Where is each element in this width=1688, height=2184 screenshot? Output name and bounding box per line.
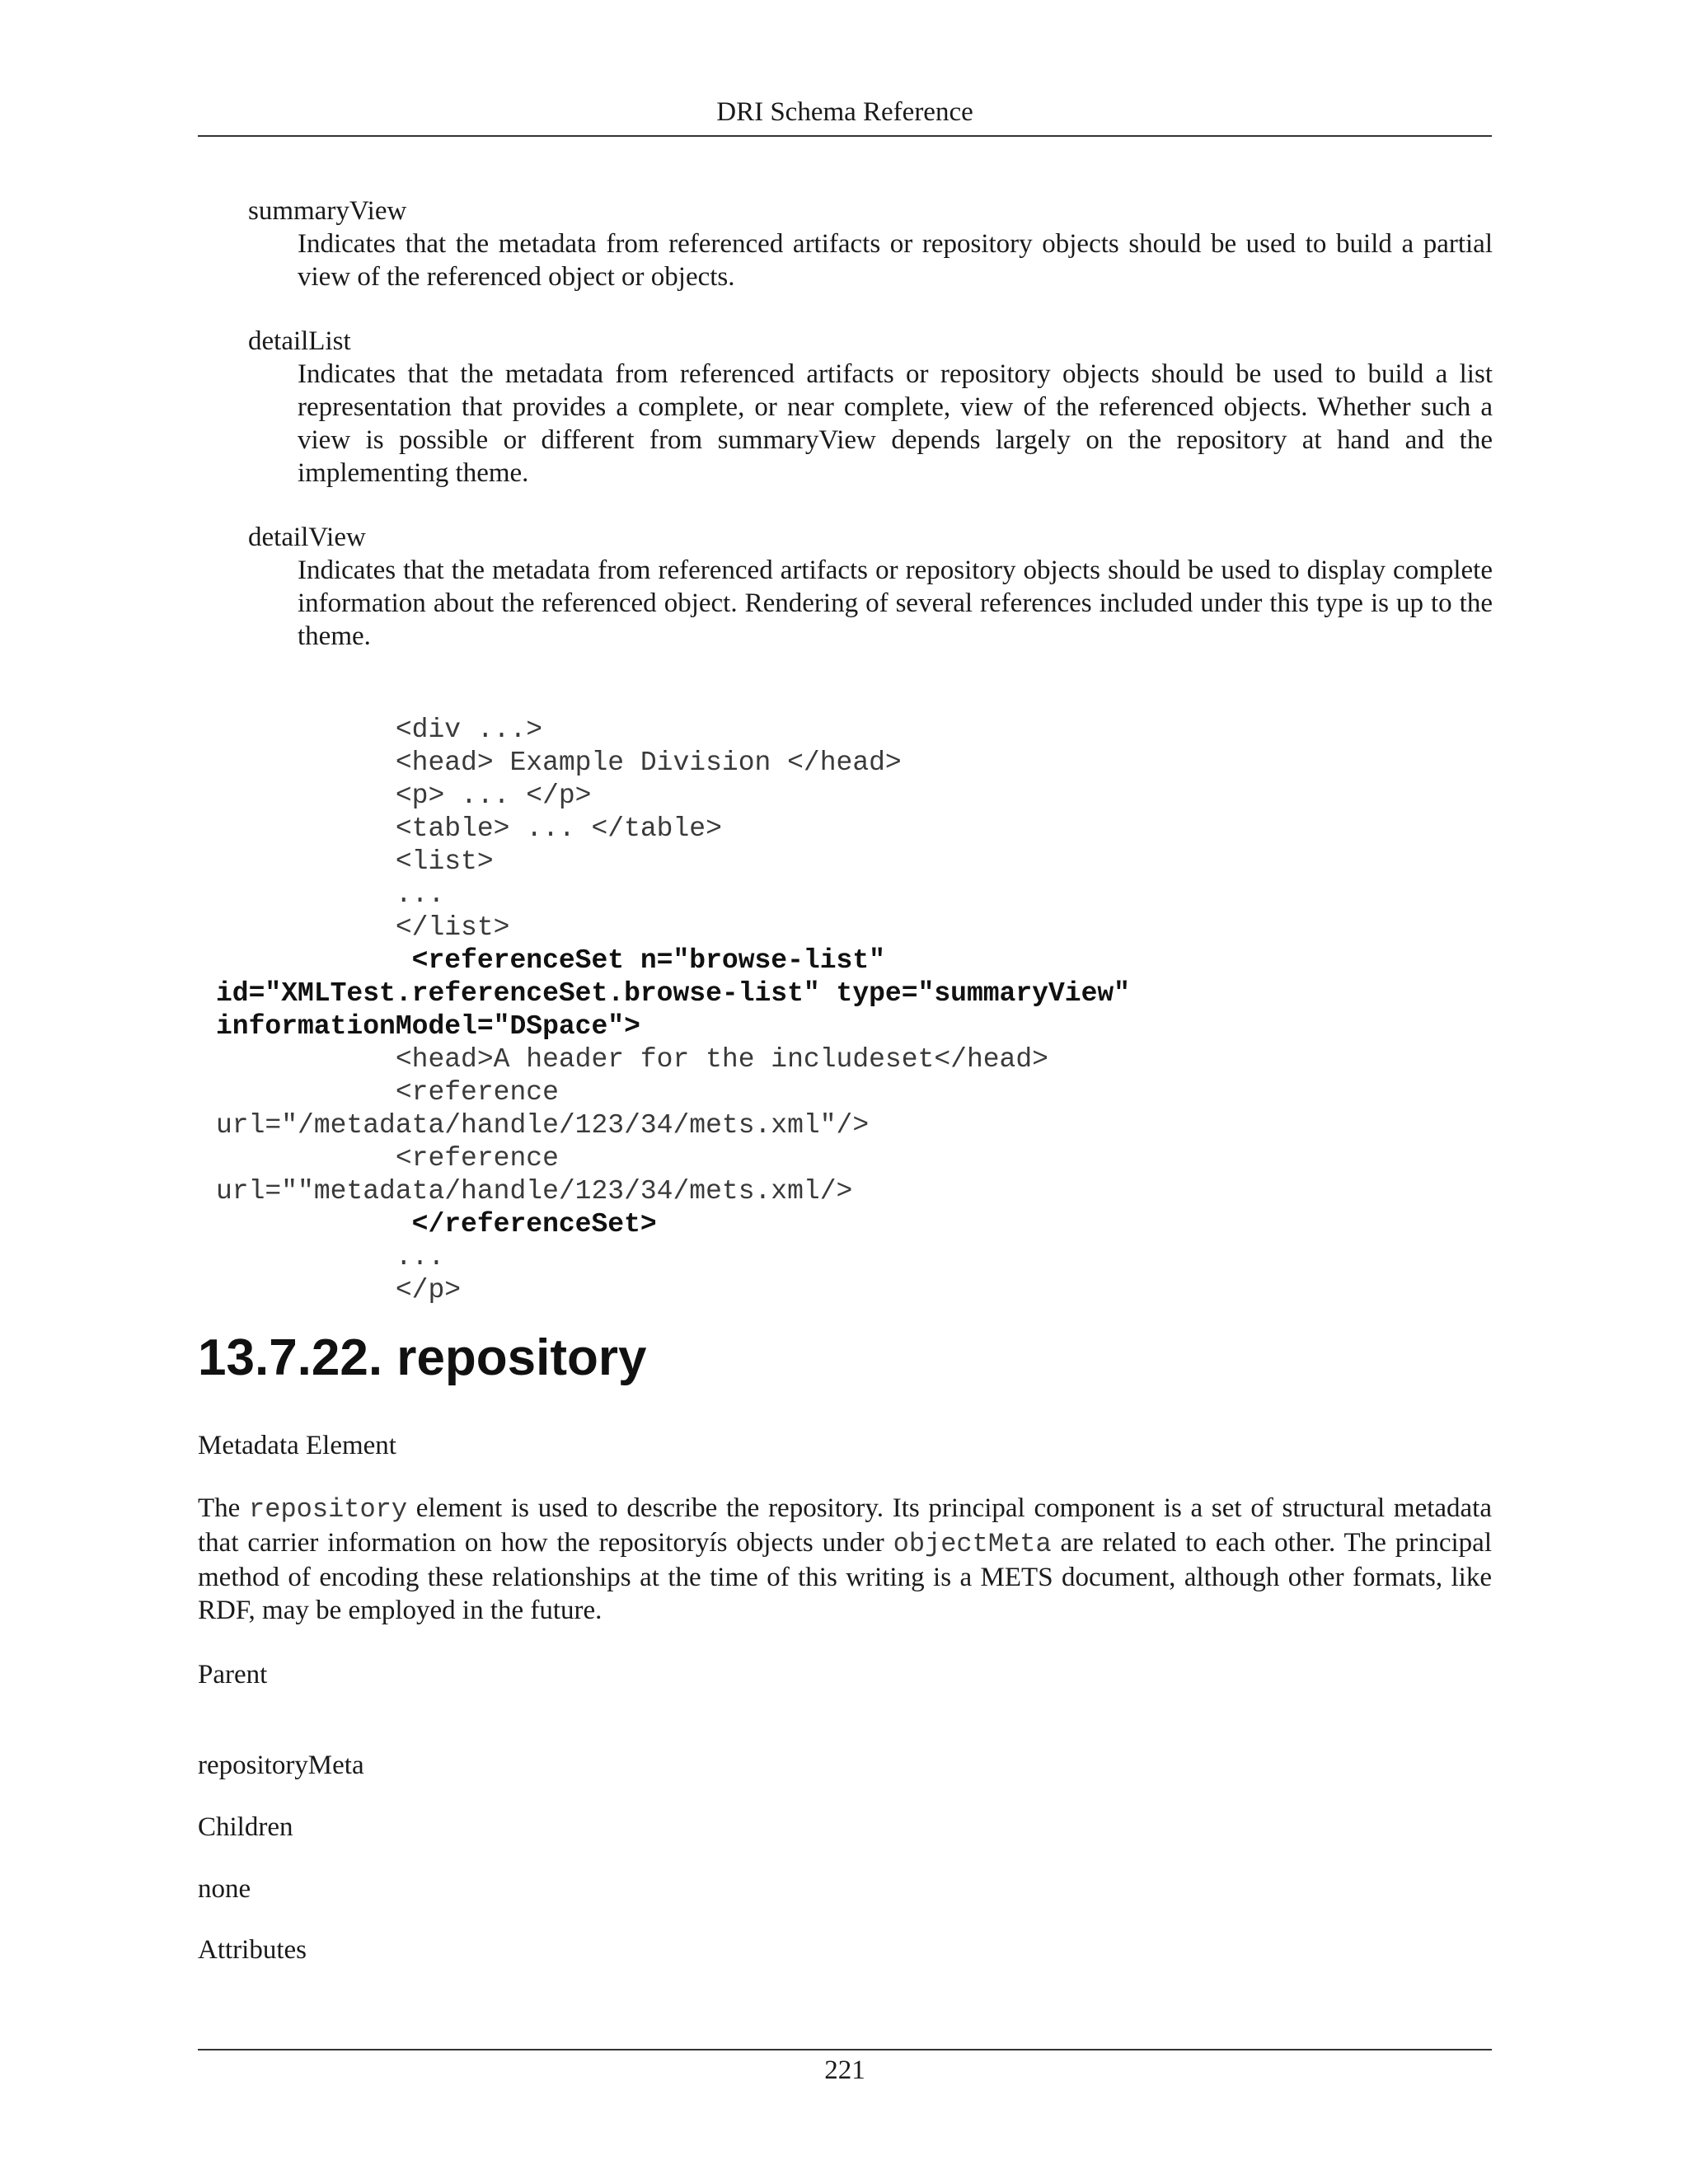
- code-example: [216, 714, 1502, 1307]
- running-header: DRI Schema Reference: [716, 97, 973, 127]
- definition-term: detailList: [248, 326, 351, 356]
- code-line: <p> ... </p>: [216, 780, 592, 811]
- section-title: 13.7.22. repository: [198, 1329, 647, 1386]
- description-text: The: [198, 1493, 250, 1523]
- code-line: <div ...>: [216, 715, 543, 745]
- definition-description: Indicates that the metadata from referenced artifacts or repository objects should be used to build a partial view of the referenced object or objects.: [298, 229, 1493, 292]
- code-line: ...: [216, 879, 445, 910]
- definition-description: Indicates that the metadata from referenced artifacts or repository objects should be used to display complete information about the referenced object. Rendering of several references included under this type is up to the theme.: [298, 555, 1493, 651]
- code-line: <table> ... </table>: [216, 813, 722, 844]
- code-line: <head>A header for the includeset</head>: [216, 1044, 1048, 1075]
- children-label: Children: [198, 1812, 293, 1842]
- parent-label: Parent: [198, 1660, 268, 1690]
- code-line: <referenceSet n="browse-list": [216, 945, 885, 976]
- code-line: informationModel="DSpace">: [216, 1011, 640, 1042]
- definition-term: detailView: [248, 523, 366, 552]
- inline-code: objectMeta: [893, 1529, 1052, 1559]
- inline-code: repository: [249, 1494, 408, 1525]
- code-line: </p>: [216, 1275, 462, 1305]
- definition-term: summaryView: [248, 196, 407, 226]
- code-line: id="XMLTest.referenceSet.browse-list" type="summaryView": [216, 978, 1130, 1009]
- children-value: none: [198, 1874, 251, 1904]
- header-rule: [198, 135, 1492, 137]
- description-paragraph: [198, 1492, 1492, 1627]
- parent-value: repositoryMeta: [198, 1750, 364, 1780]
- code-line: ...: [216, 1242, 445, 1272]
- code-line: <reference: [216, 1143, 559, 1174]
- code-line: </list>: [216, 912, 510, 943]
- type-definition-list: [248, 194, 1493, 684]
- footer-rule: [198, 2049, 1492, 2050]
- description-text: element is used to describe the repository. Its principal component is a set of structural metadata that carrier information on how the repositoryís objects under: [198, 1493, 1492, 1558]
- definition-description: Indicates that the metadata from referenced artifacts or repository objects should be used to build a list representation that provides a complete, or near complete, view of the referenced objects. Whether such a view is possible or different from summaryView depends largely on the repository at hand and the implementing theme.: [298, 359, 1493, 488]
- code-line: <reference: [216, 1077, 559, 1108]
- code-line: </referenceSet>: [216, 1209, 657, 1240]
- code-line: <head> Example Division </head>: [216, 748, 902, 778]
- page-number: 221: [824, 2055, 865, 2085]
- description-text: are related to each other. The principal method of encoding these relationships at the time of this writing is a METS document, although other formats, like RDF, may be employed in the future.: [198, 1528, 1492, 1625]
- attributes-label: Attributes: [198, 1935, 307, 1965]
- code-line: <list>: [216, 846, 494, 877]
- element-type: Metadata Element: [198, 1431, 396, 1460]
- code-line: url="/metadata/handle/123/34/mets.xml"/>: [216, 1110, 870, 1141]
- code-line: url=""metadata/handle/123/34/mets.xml/>: [216, 1176, 853, 1207]
